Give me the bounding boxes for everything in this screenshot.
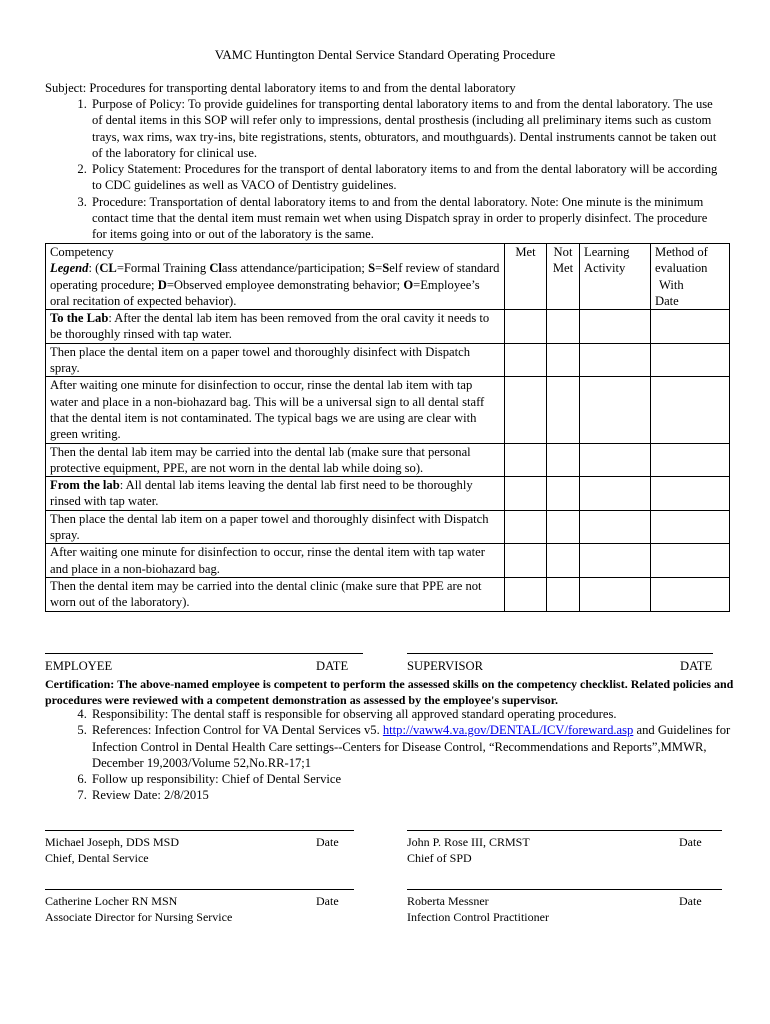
method-cell [651, 510, 730, 544]
competency-table [45, 243, 730, 612]
met-cell [505, 544, 547, 578]
sections-bottom [45, 706, 735, 804]
approver-name: John P. Rose III, CRMST [407, 835, 530, 849]
signature-line [407, 889, 722, 890]
table-row: Then place the dental lab item on a paper towel and thoroughly disinfect with Dispatch spray. [46, 510, 730, 544]
method-cell [651, 477, 730, 511]
table-row: To the Lab: After the dental lab item has been removed from the oral cavity it needs to be thoroughly rinsed with tap water. [46, 310, 730, 344]
supervisor-date-label: DATE [680, 659, 713, 673]
approver-title: Chief of SPD [407, 851, 472, 865]
method-cell [651, 544, 730, 578]
supervisor-signature-line [407, 653, 713, 654]
learning-activity-cell [580, 577, 651, 611]
not-met-cell [547, 510, 580, 544]
table-row: From the lab: All dental lab items leaving the dental lab first need to be thoroughly rinsed with tap water. [46, 477, 730, 511]
section-policy-statement: 2. Policy Statement: Procedures for the transport of dental laboratory items to and from the dental laboratory will be according to CDC guidelines as well as VACO of Dentistry guidelines. [90, 161, 725, 194]
met-cell [505, 343, 547, 377]
not-met-cell [547, 477, 580, 511]
learning-activity-cell [580, 477, 651, 511]
page-title: VAMC Huntington Dental Service Standard Operating Procedure [214, 47, 556, 62]
legend-text: Legend: (CL=Formal Training Class attendance/participation; S=Self review of standard operating procedure; D=Observed employee demonstrating behavior; O=Employee’s oral recitation of expected behavior). [50, 261, 500, 308]
not-met-cell [547, 377, 580, 443]
met-cell [505, 477, 547, 511]
certification-text: Certification: The above-named employee is competent to perform the assessed skills on the competency checklist. Related policies and procedures were reviewed with a competent demonstration as assessed by the employee's supervisor. [45, 677, 734, 707]
signature-line [407, 830, 722, 831]
sections-top [45, 96, 725, 243]
employee-label: EMPLOYEE [45, 659, 113, 673]
approver-date-label: Date [316, 835, 339, 849]
section-purpose: 1. Purpose of Policy: To provide guidelines for transporting dental laboratory items to and from the dental laboratory. The use of dental items in this SOP will refer only to impressions, dental prosthesis (including all preliminary items such as custom trays, wax rims, wax try-ins, bite registrations, stents, obturators, and mouthguards). Dental instruments cannot be taken out of the laboratory for clinical use. [90, 96, 725, 161]
met-cell [505, 510, 547, 544]
header-not-met: Not Met [547, 244, 580, 310]
method-cell [651, 310, 730, 344]
signature-line [45, 889, 354, 890]
section-responsibility: 4. Responsibility: The dental staff is responsible for observing all approved standard operating procedures. [90, 706, 735, 722]
approver-name: Michael Joseph, DDS MSD [45, 835, 179, 849]
header-competency-label: Competency [50, 245, 114, 259]
met-cell [505, 443, 547, 477]
header-met: Met [505, 244, 547, 310]
approver-date-label: Date [679, 835, 702, 849]
approver-title: Chief, Dental Service [45, 851, 149, 865]
learning-activity-cell [580, 544, 651, 578]
not-met-cell [547, 544, 580, 578]
section-procedure: 3. Procedure: Transportation of dental laboratory items to and from the dental laboratory. Note: One minute is the minimum contact time that the dental item must remain wet when using Dispatch spray in order to properly disinfect. The procedure for items going into or out of the laboratory is the same. [90, 194, 725, 243]
method-cell [651, 443, 730, 477]
signature-line [45, 830, 354, 831]
learning-activity-cell [580, 377, 651, 443]
approver-title: Associate Director for Nursing Service [45, 910, 233, 924]
learning-activity-cell [580, 443, 651, 477]
met-cell [505, 310, 547, 344]
learning-activity-cell [580, 343, 651, 377]
employee-signature-line [45, 653, 363, 654]
table-row: After waiting one minute for disinfection to occur, rinse the dental lab item with tap water and place in a non-biohazard bag. This will be a universal sign to all dental staff that the dental item is not contaminated. The typical bags we are using are clear with green writing. [46, 377, 730, 443]
not-met-cell [547, 577, 580, 611]
approver-date-label: Date [679, 894, 702, 908]
header-method-of-evaluation: Method of evaluation With Date [651, 244, 730, 310]
table-header-row [46, 244, 730, 310]
section-follow-up: 6. Follow up responsibility: Chief of Dental Service [90, 771, 735, 787]
header-learning-activity: Learning Activity [580, 244, 651, 310]
table-row: Then the dental item may be carried into the dental clinic (make sure that PPE are not worn out of the laboratory). [46, 577, 730, 611]
section-references: 5. References: Infection Control for VA Dental Services v5. http://vaww4.va.gov/DENTAL/ICV/foreward.asp and Guidelines for Infection Control in Dental Health Care settings--Centers for Disease Control, “Recommendations and Reports”,MMWR, December 19,2003/Volume 52,No.RR-17;1 [90, 722, 735, 771]
section-review-date: 7. Review Date: 2/8/2015 [90, 787, 735, 803]
approver-name: Catherine Locher RN MSN [45, 894, 178, 908]
not-met-cell [547, 310, 580, 344]
table-row: Then place the dental item on a paper towel and thoroughly disinfect with Dispatch spray. [46, 343, 730, 377]
table-row: After waiting one minute for disinfection to occur, rinse the dental item with tap water and place in a non-biohazard bag. [46, 544, 730, 578]
header-competency [46, 244, 505, 310]
approver-date-label: Date [316, 894, 339, 908]
method-cell [651, 377, 730, 443]
not-met-cell [547, 343, 580, 377]
learning-activity-cell [580, 310, 651, 344]
met-cell [505, 577, 547, 611]
approver-name: Roberta Messner [407, 894, 489, 908]
method-cell [651, 577, 730, 611]
employee-date-label: DATE [316, 659, 349, 673]
not-met-cell [547, 443, 580, 477]
approver-title: Infection Control Practitioner [407, 910, 549, 924]
subject-line: Subject: Procedures for transporting dental laboratory items to and from the dental laboratory [45, 81, 516, 95]
met-cell [505, 377, 547, 443]
references-link[interactable]: http://vaww4.va.gov/DENTAL/ICV/foreward.asp [382, 723, 634, 738]
learning-activity-cell [580, 510, 651, 544]
table-row: Then the dental lab item may be carried into the dental lab (make sure that personal protective equipment, PPE, are not worn in the dental lab while doing so). [46, 443, 730, 477]
supervisor-label: SUPERVISOR [407, 659, 483, 673]
method-cell [651, 343, 730, 377]
